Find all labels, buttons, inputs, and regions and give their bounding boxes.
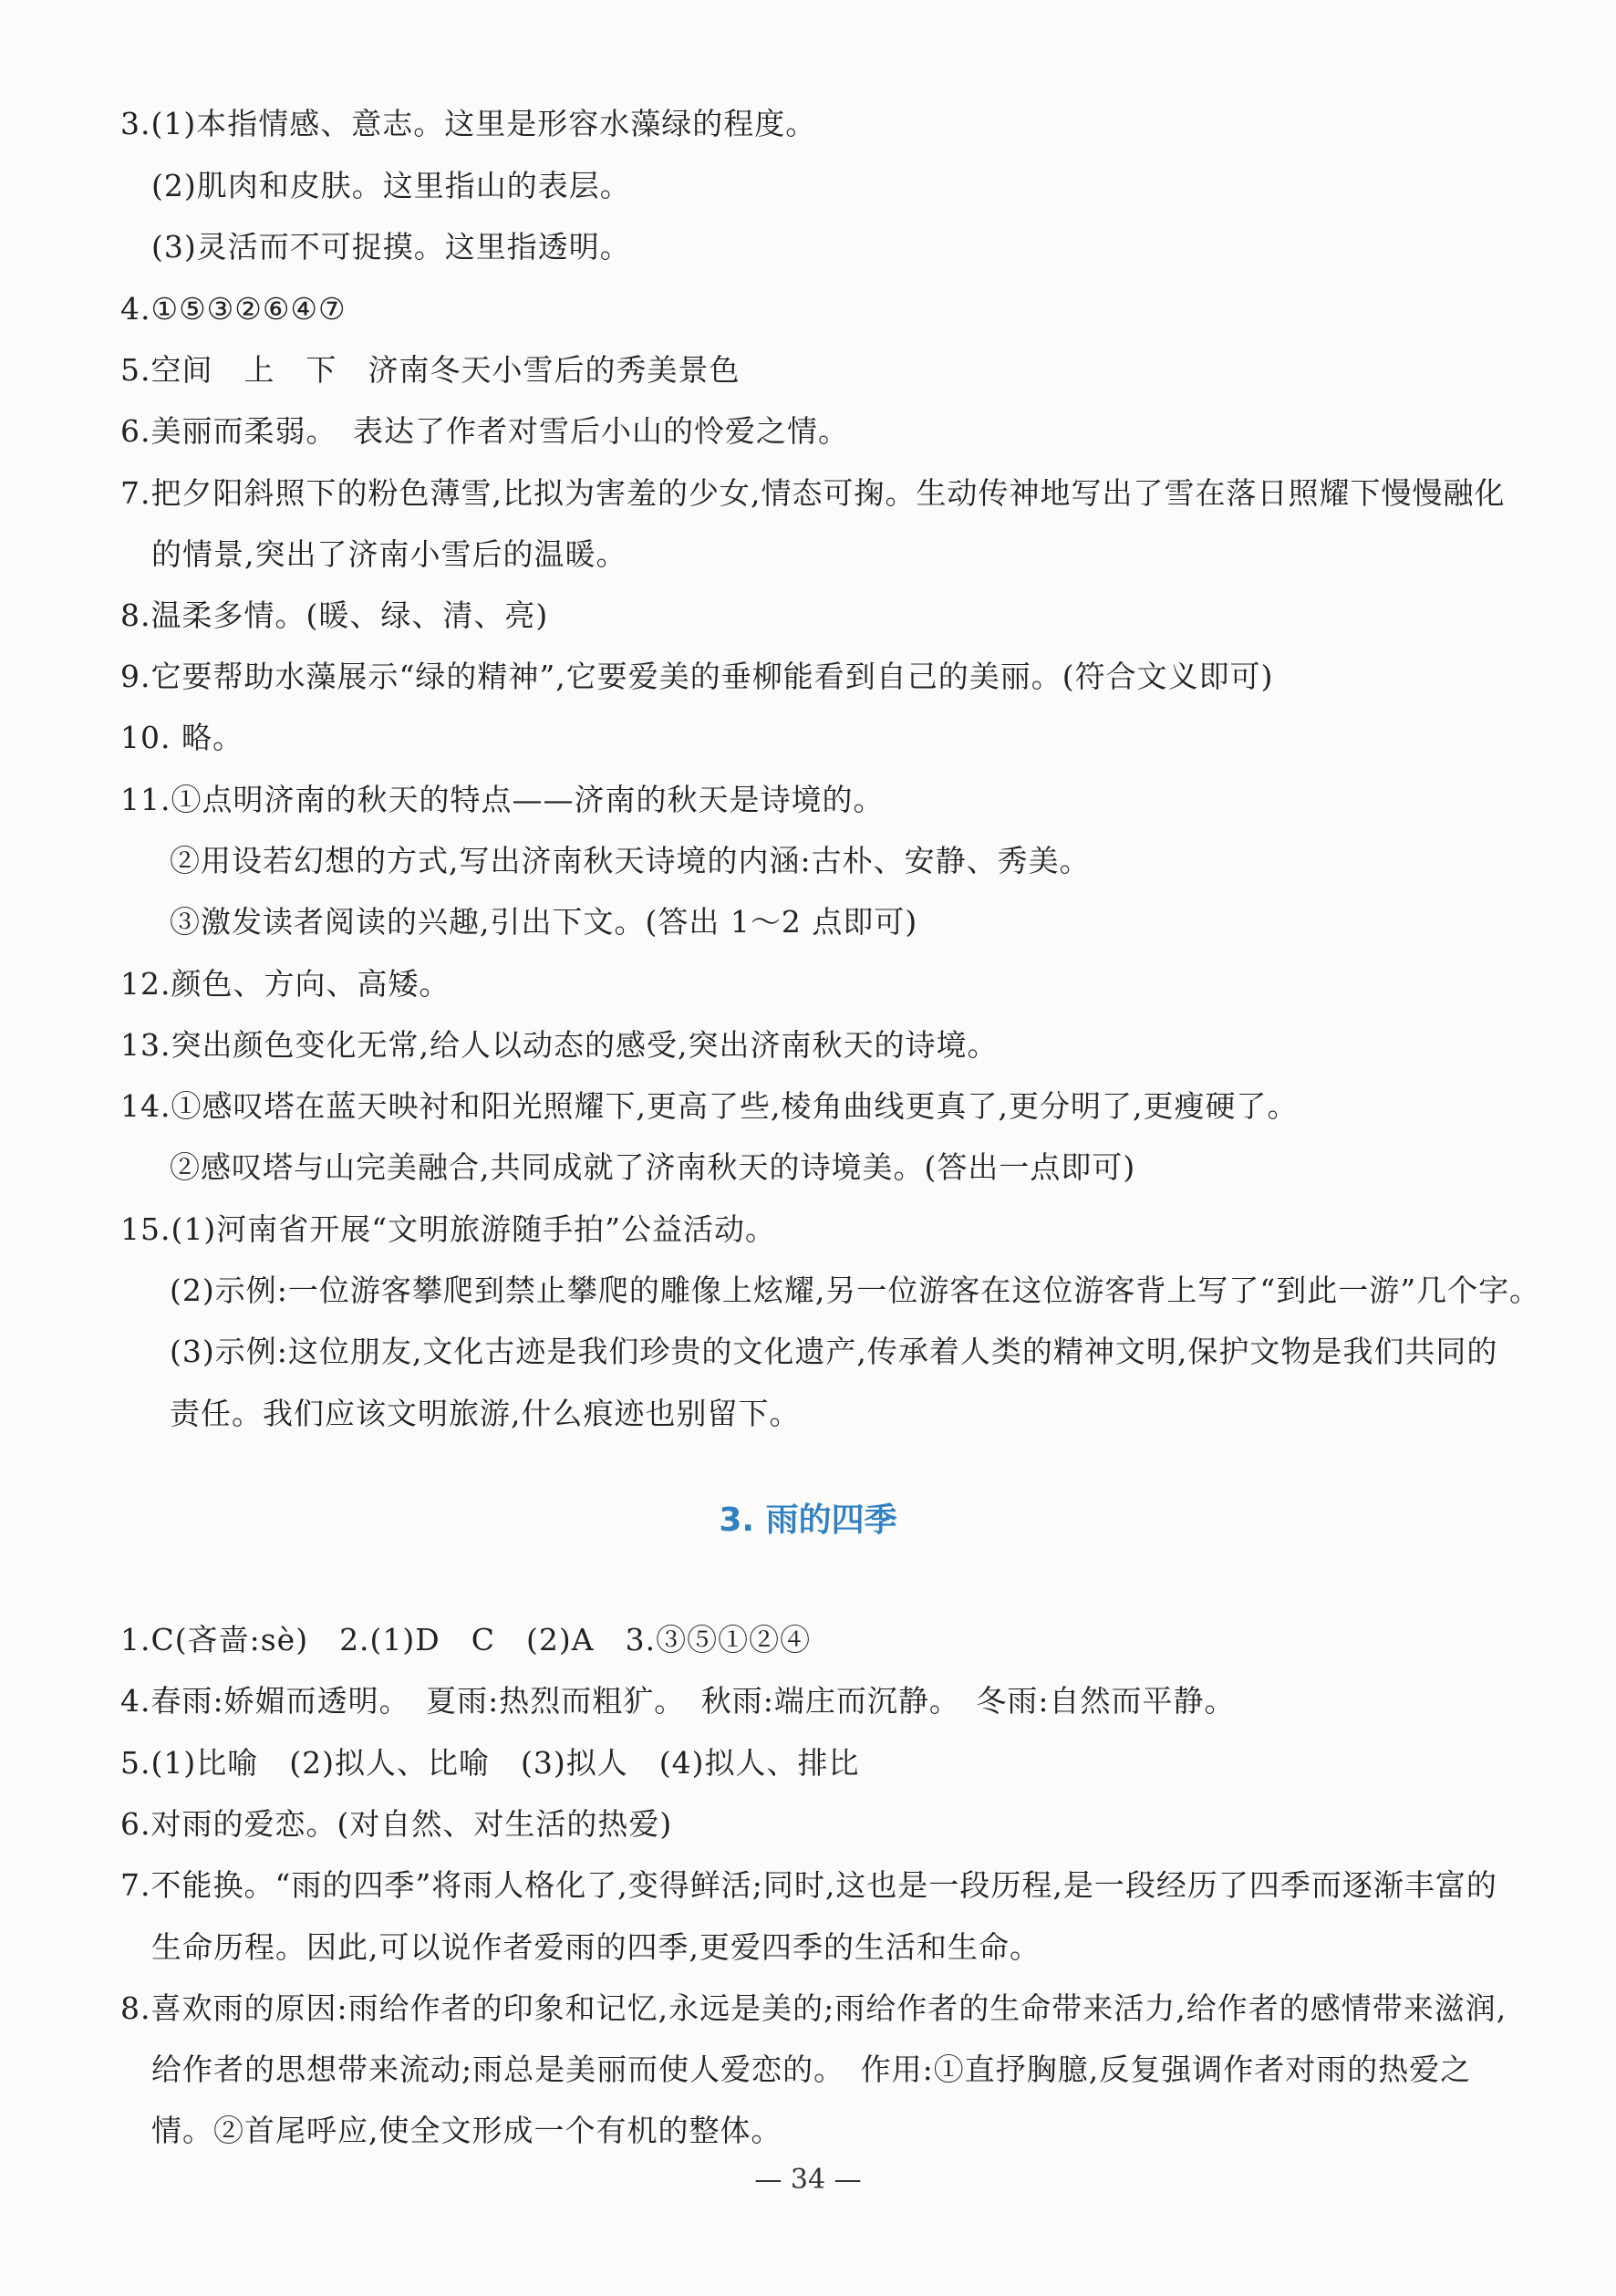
answer-line: 5.空间 上 下 济南冬天小雪后的秀美景色 bbox=[120, 352, 741, 388]
answer-line: 12.颜色、方向、高矮。 bbox=[120, 966, 451, 1002]
answer-line: 4.①⑤③②⑥④⑦ bbox=[120, 291, 347, 327]
answer-line: (2)示例:一位游客攀爬到禁止攀爬的雕像上炫耀,另一位游客在这位游客背上写了“到此一游”几个字。 bbox=[170, 1273, 1541, 1308]
answer-line: 9.它要帮助水藻展示“绿的精神”,它要爱美的垂柳能看到自己的美丽。(符合文义即可) bbox=[120, 659, 1274, 694]
answer-line: 8.喜欢雨的原因:雨给作者的印象和记忆,永远是美的;雨给作者的生命带来活力,给作者的感情带来滋润, bbox=[120, 1990, 1507, 2026]
answer-line: 1.C(吝啬:sè) 2.(1)D C (2)A 3.③⑤①②④ bbox=[120, 1622, 812, 1657]
answer-line: 生命历程。因此,可以说作者爱雨的四季,更爱四季的生活和生命。 bbox=[151, 1929, 1041, 1965]
answer-line: 的情景,突出了济南小雪后的温暖。 bbox=[151, 536, 627, 572]
answer-line: (3)示例:这位朋友,文化古迹是我们珍贵的文化遗产,传承着人类的精神文明,保护文物是我们共同的 bbox=[170, 1334, 1498, 1369]
answer-line: (2)肌肉和皮肤。这里指山的表层。 bbox=[151, 168, 631, 203]
section-title: 3. 雨的四季 bbox=[719, 1501, 897, 1539]
answer-line: 15.(1)河南省开展“文明旅游随手拍”公益活动。 bbox=[120, 1211, 776, 1247]
answer-line: (3)灵活而不可捉摸。这里指透明。 bbox=[151, 229, 631, 265]
answer-line: 给作者的思想带来流动;雨总是美丽而使人爱恋的。 作用:①直抒胸臆,反复强调作者对雨的热爱之 bbox=[151, 2052, 1472, 2087]
answer-line: ③激发读者阅读的兴趣,引出下文。(答出 1～2 点即可) bbox=[170, 904, 918, 940]
answer-line: 3.(1)本指情感、意志。这里是形容水藻绿的程度。 bbox=[120, 106, 817, 141]
answer-line: 10. 略。 bbox=[120, 720, 243, 755]
answer-line: 5.(1)比喻 (2)拟人、比喻 (3)拟人 (4)拟人、排比 bbox=[120, 1745, 860, 1781]
answer-line: 情。②首尾呼应,使全文形成一个有机的整体。 bbox=[151, 2113, 782, 2148]
answer-line: 4.春雨:娇媚而透明。 夏雨:热烈而粗犷。 秋雨:端庄而沉静。 冬雨:自然而平静。 bbox=[120, 1683, 1236, 1719]
page-number: — 34 — bbox=[754, 2164, 862, 2196]
answer-line: 8.温柔多情。(暖、绿、清、亮) bbox=[120, 597, 549, 633]
answer-line: 责任。我们应该文明旅游,什么痕迹也别留下。 bbox=[170, 1396, 801, 1431]
answer-line: ②感叹塔与山完美融合,共同成就了济南秋天的诗境美。(答出一点即可) bbox=[170, 1149, 1136, 1185]
answer-line: 6.对雨的爱恋。(对自然、对生活的热爱) bbox=[120, 1806, 673, 1842]
answer-line: 11.①点明济南的秋天的特点——济南的秋天是诗境的。 bbox=[120, 782, 885, 817]
answer-line: 14.①感叹塔在蓝天映衬和阳光照耀下,更高了些,棱角曲线更真了,更分明了,更瘦硬了。 bbox=[120, 1088, 1299, 1124]
answer-line: 7.把夕阳斜照下的粉色薄雪,比拟为害羞的少女,情态可掬。生动传神地写出了雪在落日照耀下慢慢融化 bbox=[120, 475, 1506, 511]
answer-line: 6.美丽而柔弱。 表达了作者对雪后小山的怜爱之情。 bbox=[120, 413, 849, 449]
answer-line: 7.不能换。“雨的四季”将雨人格化了,变得鲜活;同时,这也是一段历程,是一段经历了四季而逐渐丰富的 bbox=[120, 1867, 1497, 1903]
answer-line: ②用设若幻想的方式,写出济南秋天诗境的内涵:古朴、安静、秀美。 bbox=[170, 843, 1091, 878]
answer-line: 13.突出颜色变化无常,给人以动态的感受,突出济南秋天的诗境。 bbox=[120, 1027, 999, 1063]
